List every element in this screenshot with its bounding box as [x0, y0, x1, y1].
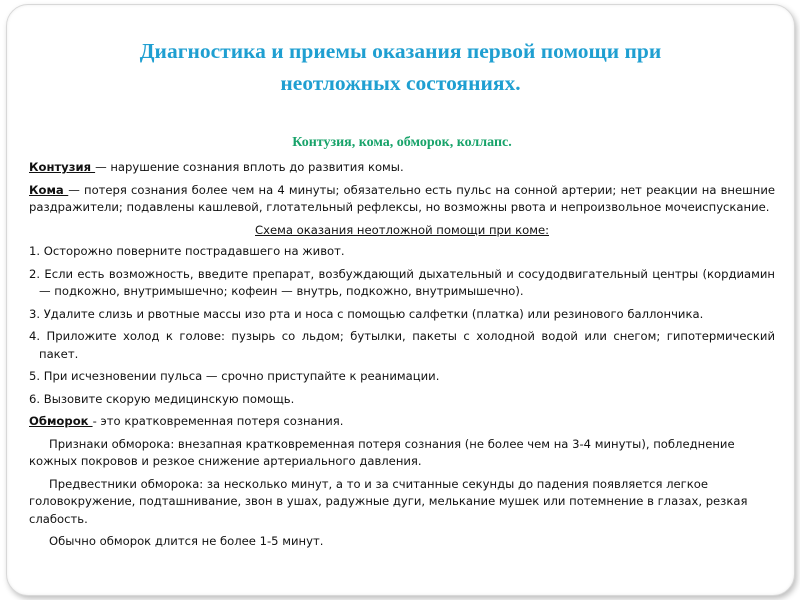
fainting-precursors: Предвестники обморока: за несколько минут, а то и за считанные секунды до падения появляется легкое головокружение, подташнивание, звон в ушах, радужные дуги, мелькание мушек или потемнение в глазах, резкая слабость.	[29, 476, 748, 526]
step-5: 5. При исчезновении пульса — срочно приступайте к реанимации.	[29, 369, 440, 383]
title-line-2: неотложных состояниях.	[280, 71, 521, 95]
section-subtitle: Контузия, кома, обморок, коллапс.	[292, 135, 512, 150]
step-3: 3. Удалите слизь и рвотные массы изо рта и носа с помощью салфетки (платка) или резинового баллончика.	[29, 306, 704, 321]
step-6: 6. Вызовите скорую медицинскую помощь.	[29, 391, 295, 406]
fainting-duration: Обычно обморок длится не более 1-5 минут.	[49, 534, 324, 548]
step-2: 2. Если есть возможность, введите препарат, возбуждающий дыхательный и сосудодвигательный центры (кордиамин — подкожно, внутримышечно; кофеин — внутрь, подкожно, внутримышечно).	[29, 266, 775, 298]
page-title	[27, 35, 774, 99]
step-1: 1. Осторожно поверните пострадавшего на живот.	[29, 244, 345, 258]
fainting-term: Обморок	[29, 414, 93, 428]
coma-text: — потеря сознания более чем на 4 минуты; обязательно есть пульс на сонной артерии; нет реакции на внешние раздражители; подавлены кашлевой, глотательный рефлексы, но возможны рвота и непроизвольное мочеиспускание.	[29, 182, 775, 214]
title-line-1: Диагностика и приемы оказания первой помощи при	[139, 39, 662, 63]
fainting-definition	[29, 413, 775, 431]
slide	[6, 4, 795, 596]
coma-term: Кома	[29, 182, 69, 197]
fainting-text: - это кратковременная потеря сознания.	[92, 414, 344, 428]
coma-definition	[29, 182, 775, 217]
slide-content	[29, 135, 775, 556]
contusion-term: Контузия	[29, 160, 96, 174]
scheme-heading: Схема оказания неотложной помощи при коме:	[255, 222, 549, 237]
contusion-definition	[29, 159, 775, 177]
contusion-text: — нарушение сознания вплоть до развития комы.	[95, 160, 404, 174]
fainting-signs: Признаки обморока: внезапная кратковременная потеря сознания (не более чем на 3-4 минуты), побледнение кожных покровов и резкое снижение артериального давления.	[29, 436, 735, 468]
step-4: 4. Приложите холод к голове: пузырь со льдом; бутылки, пакеты с холодной водой или снегом; гипотермический пакет.	[29, 329, 775, 361]
